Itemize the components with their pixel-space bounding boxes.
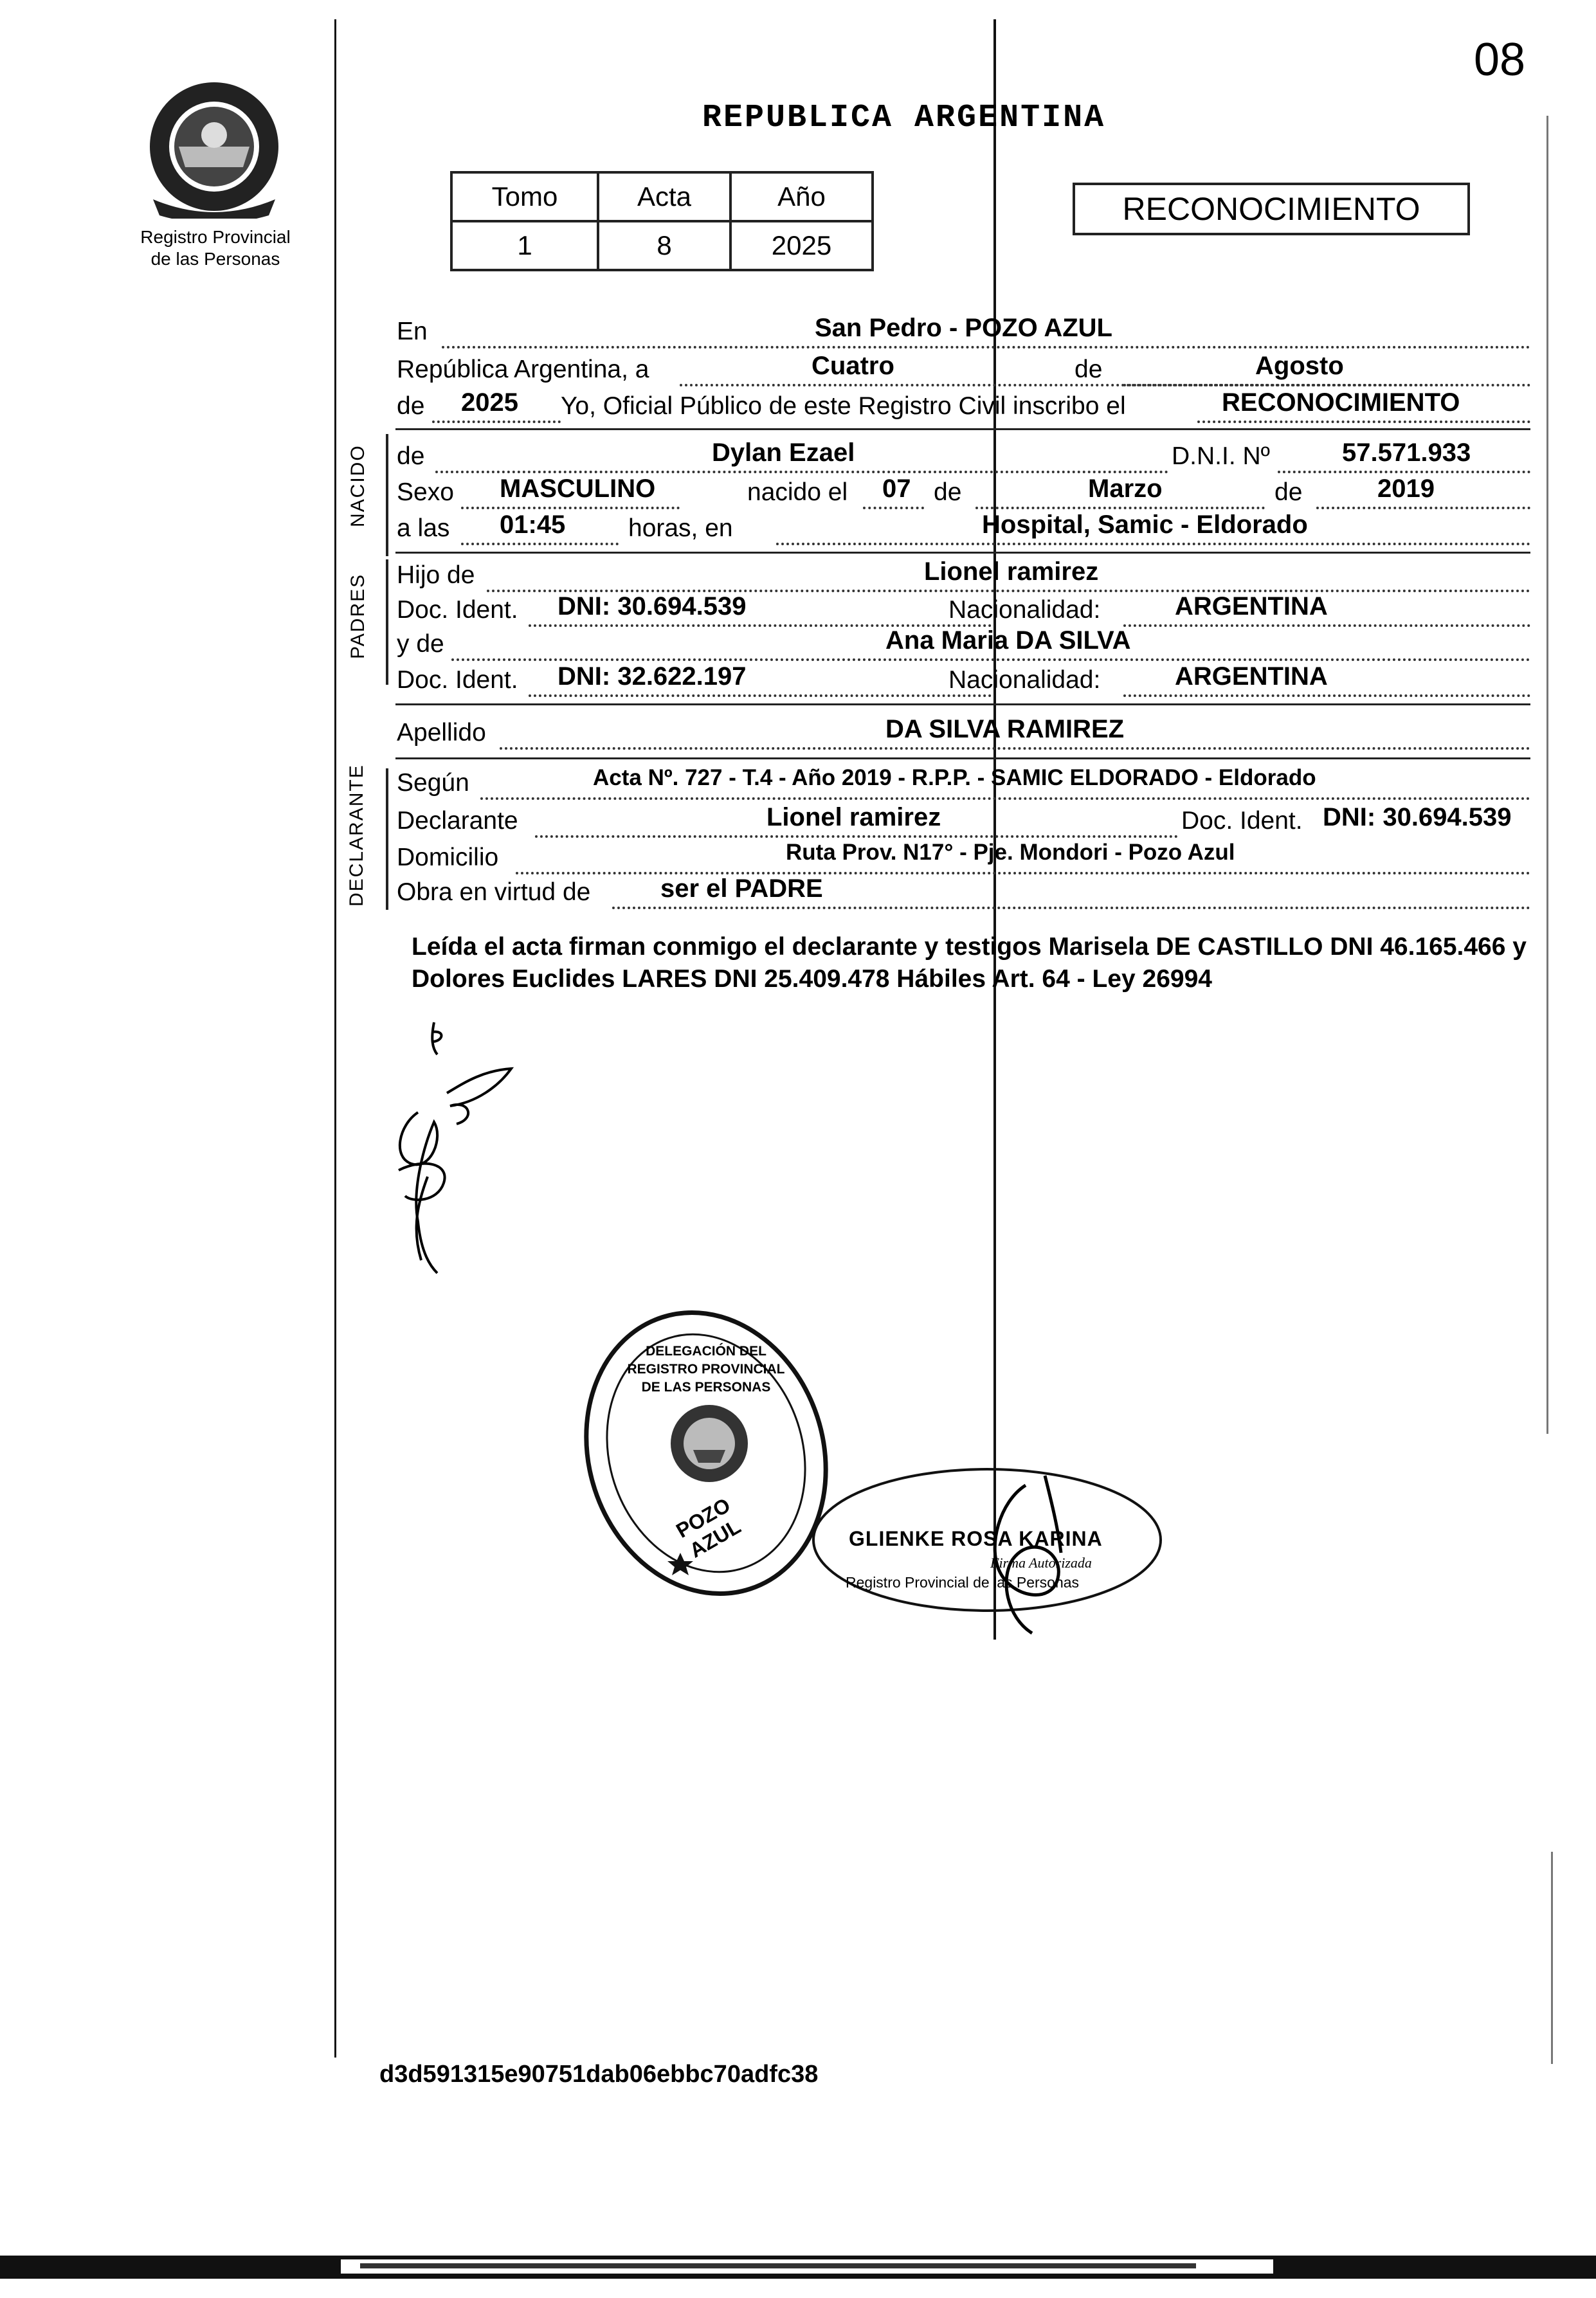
label-horas-en: horas, en (628, 514, 733, 542)
delegation-stamp-bottom-text: POZO AZUL (672, 1493, 745, 1562)
page-title: REPUBLICA ARGENTINA (702, 100, 1106, 136)
label-republica: República Argentina, a (397, 356, 649, 383)
closing-text: Leída el acta firman conmigo el declarante y testigos Marisela DE CASTILLO DNI 46.165.466 y Dolores Euclides LARES DNI 25.409.478 Hábiles Art. 64 - Ley 26994 (412, 933, 1527, 993)
row-obra (397, 874, 1530, 913)
label-en: En (397, 318, 428, 345)
label-sexo: Sexo (397, 478, 454, 506)
day-value: Cuatro (812, 352, 894, 380)
mother-name: Ana Maria DA SILVA (885, 626, 1131, 655)
divider-3 (395, 703, 1530, 705)
place-value: San Pedro - POZO AZUL (815, 314, 1112, 342)
province-logo (140, 71, 288, 219)
label-declarante: Declarante (397, 807, 518, 835)
birth-time: 01:45 (500, 511, 566, 539)
label-apellido: Apellido (397, 719, 486, 746)
sexo-value: MASCULINO (500, 475, 656, 503)
delegation-stamp (584, 1305, 828, 1601)
row-apellido (397, 715, 1530, 754)
label-de-name: de (397, 442, 425, 470)
label-nacido-el: nacido el (747, 478, 848, 506)
declarante-doc: DNI: 30.694.539 (1323, 803, 1512, 831)
row-domicilio (397, 840, 1530, 878)
logo-caption-1: Registro Provincial (140, 227, 291, 247)
row-mother-doc (397, 662, 1530, 701)
row-segun (397, 765, 1530, 804)
row-en (397, 314, 1530, 352)
apellido-value: DA SILVA RAMIREZ (885, 715, 1125, 743)
row-date (397, 352, 1530, 390)
record-table (450, 171, 874, 271)
table-value-acta: 8 (598, 221, 730, 270)
page-number: 08 (1474, 34, 1526, 86)
label-nac-father: Nacionalidad: (948, 596, 1101, 624)
segun-value: Acta Nº. 727 - T.4 - Año 2019 - R.P.P. - SAMIC ELDORADO - Eldorado (593, 765, 1316, 790)
label-de-year: de (397, 392, 425, 420)
table-value-ano: 2025 (730, 221, 873, 270)
child-name: Dylan Ezael (712, 439, 855, 467)
birth-year: 2019 (1377, 475, 1435, 503)
bracket-nacido (386, 434, 388, 556)
label-de-birth-year: de (1274, 478, 1303, 506)
official-stamp (807, 1450, 1180, 1643)
record-type-box: RECONOCIMIENTO (1073, 183, 1470, 235)
domicilio-value: Ruta Prov. N17° - Pje. Mondori - Pozo Azul (786, 840, 1235, 865)
table-value-tomo: 1 (451, 221, 598, 270)
row-declarante (397, 803, 1530, 842)
divider-4 (395, 757, 1530, 759)
right-margin-line-lower (1551, 1852, 1553, 2064)
label-hijo-de: Hijo de (397, 561, 475, 589)
declarante-name: Lionel ramirez (766, 803, 941, 831)
label-de-month: de (1072, 356, 1105, 384)
label-nac-mother: Nacionalidad: (948, 666, 1101, 694)
scan-strip-bar (360, 2263, 1196, 2268)
right-margin-line (1546, 116, 1548, 1434)
father-doc: DNI: 30.694.539 (558, 592, 747, 620)
left-margin-line (334, 19, 336, 2058)
label-domicilio: Domicilio (397, 844, 499, 871)
bracket-declarante (386, 768, 388, 910)
bracket-padres (386, 559, 388, 685)
table-header-tomo: Tomo (451, 172, 598, 221)
row-father-doc (397, 592, 1530, 631)
row-nacido-name (397, 439, 1530, 477)
section-label-nacido: NACIDO (347, 444, 368, 527)
label-de-birth-month: de (934, 478, 962, 506)
mother-nationality: ARGENTINA (1175, 662, 1328, 691)
label-doc-mother: Doc. Ident. (397, 666, 518, 694)
child-dni: 57.571.933 (1342, 439, 1471, 467)
inscribe-value: RECONOCIMIENTO (1222, 388, 1460, 417)
row-father (397, 557, 1530, 596)
label-yo: Yo, Oficial Público de este Registro Civil inscribo el (561, 392, 1126, 420)
label-doc-father: Doc. Ident. (397, 596, 518, 624)
official-name: GLIENKE ROSA KARINA (849, 1527, 1103, 1550)
divider-1 (395, 428, 1530, 430)
official-registry: Registro Provincial de las Personas (846, 1574, 1080, 1591)
row-mother (397, 626, 1530, 665)
year-value: 2025 (461, 388, 518, 417)
row-nacido-time (397, 511, 1530, 549)
section-label-declarante: DECLARANTE (346, 764, 367, 907)
mother-doc: DNI: 32.622.197 (558, 662, 747, 691)
label-segun: Según (397, 769, 469, 797)
declarant-signature (373, 1009, 540, 1280)
logo-caption-2: de las Personas (150, 249, 280, 269)
label-y-de: y de (397, 630, 444, 658)
label-dni: D.N.I. Nº (1172, 442, 1270, 470)
table-header-acta: Acta (598, 172, 730, 221)
father-nationality: ARGENTINA (1175, 592, 1328, 620)
province-seal-icon (140, 71, 288, 219)
official-role: Firma Autorizada (990, 1555, 1092, 1571)
row-nacido-sexo (397, 475, 1530, 513)
section-label-padres: PADRES (347, 573, 368, 659)
month-value: Agosto (1255, 352, 1344, 380)
birth-day: 07 (882, 475, 911, 503)
label-doc-declarante: Doc. Ident. (1181, 807, 1303, 835)
delegation-stamp-arc-text: DELEGACIÓN DEL REGISTRO PROVINCIAL DE LAS PERSONAS (627, 1344, 785, 1395)
label-obra: Obra en virtud de (397, 878, 591, 906)
row-year (397, 388, 1530, 427)
birth-place: Hospital, Samic - Eldorado (982, 511, 1308, 539)
divider-2 (395, 552, 1530, 554)
birth-month: Marzo (1088, 475, 1163, 503)
document-hash: d3d591315e90751dab06ebbc70adfc38 (379, 2061, 819, 2088)
obra-value: ser el PADRE (660, 874, 823, 903)
father-name: Lionel ramirez (924, 557, 1099, 586)
label-a-las: a las (397, 514, 450, 542)
table-header-ano: Año (730, 172, 873, 221)
